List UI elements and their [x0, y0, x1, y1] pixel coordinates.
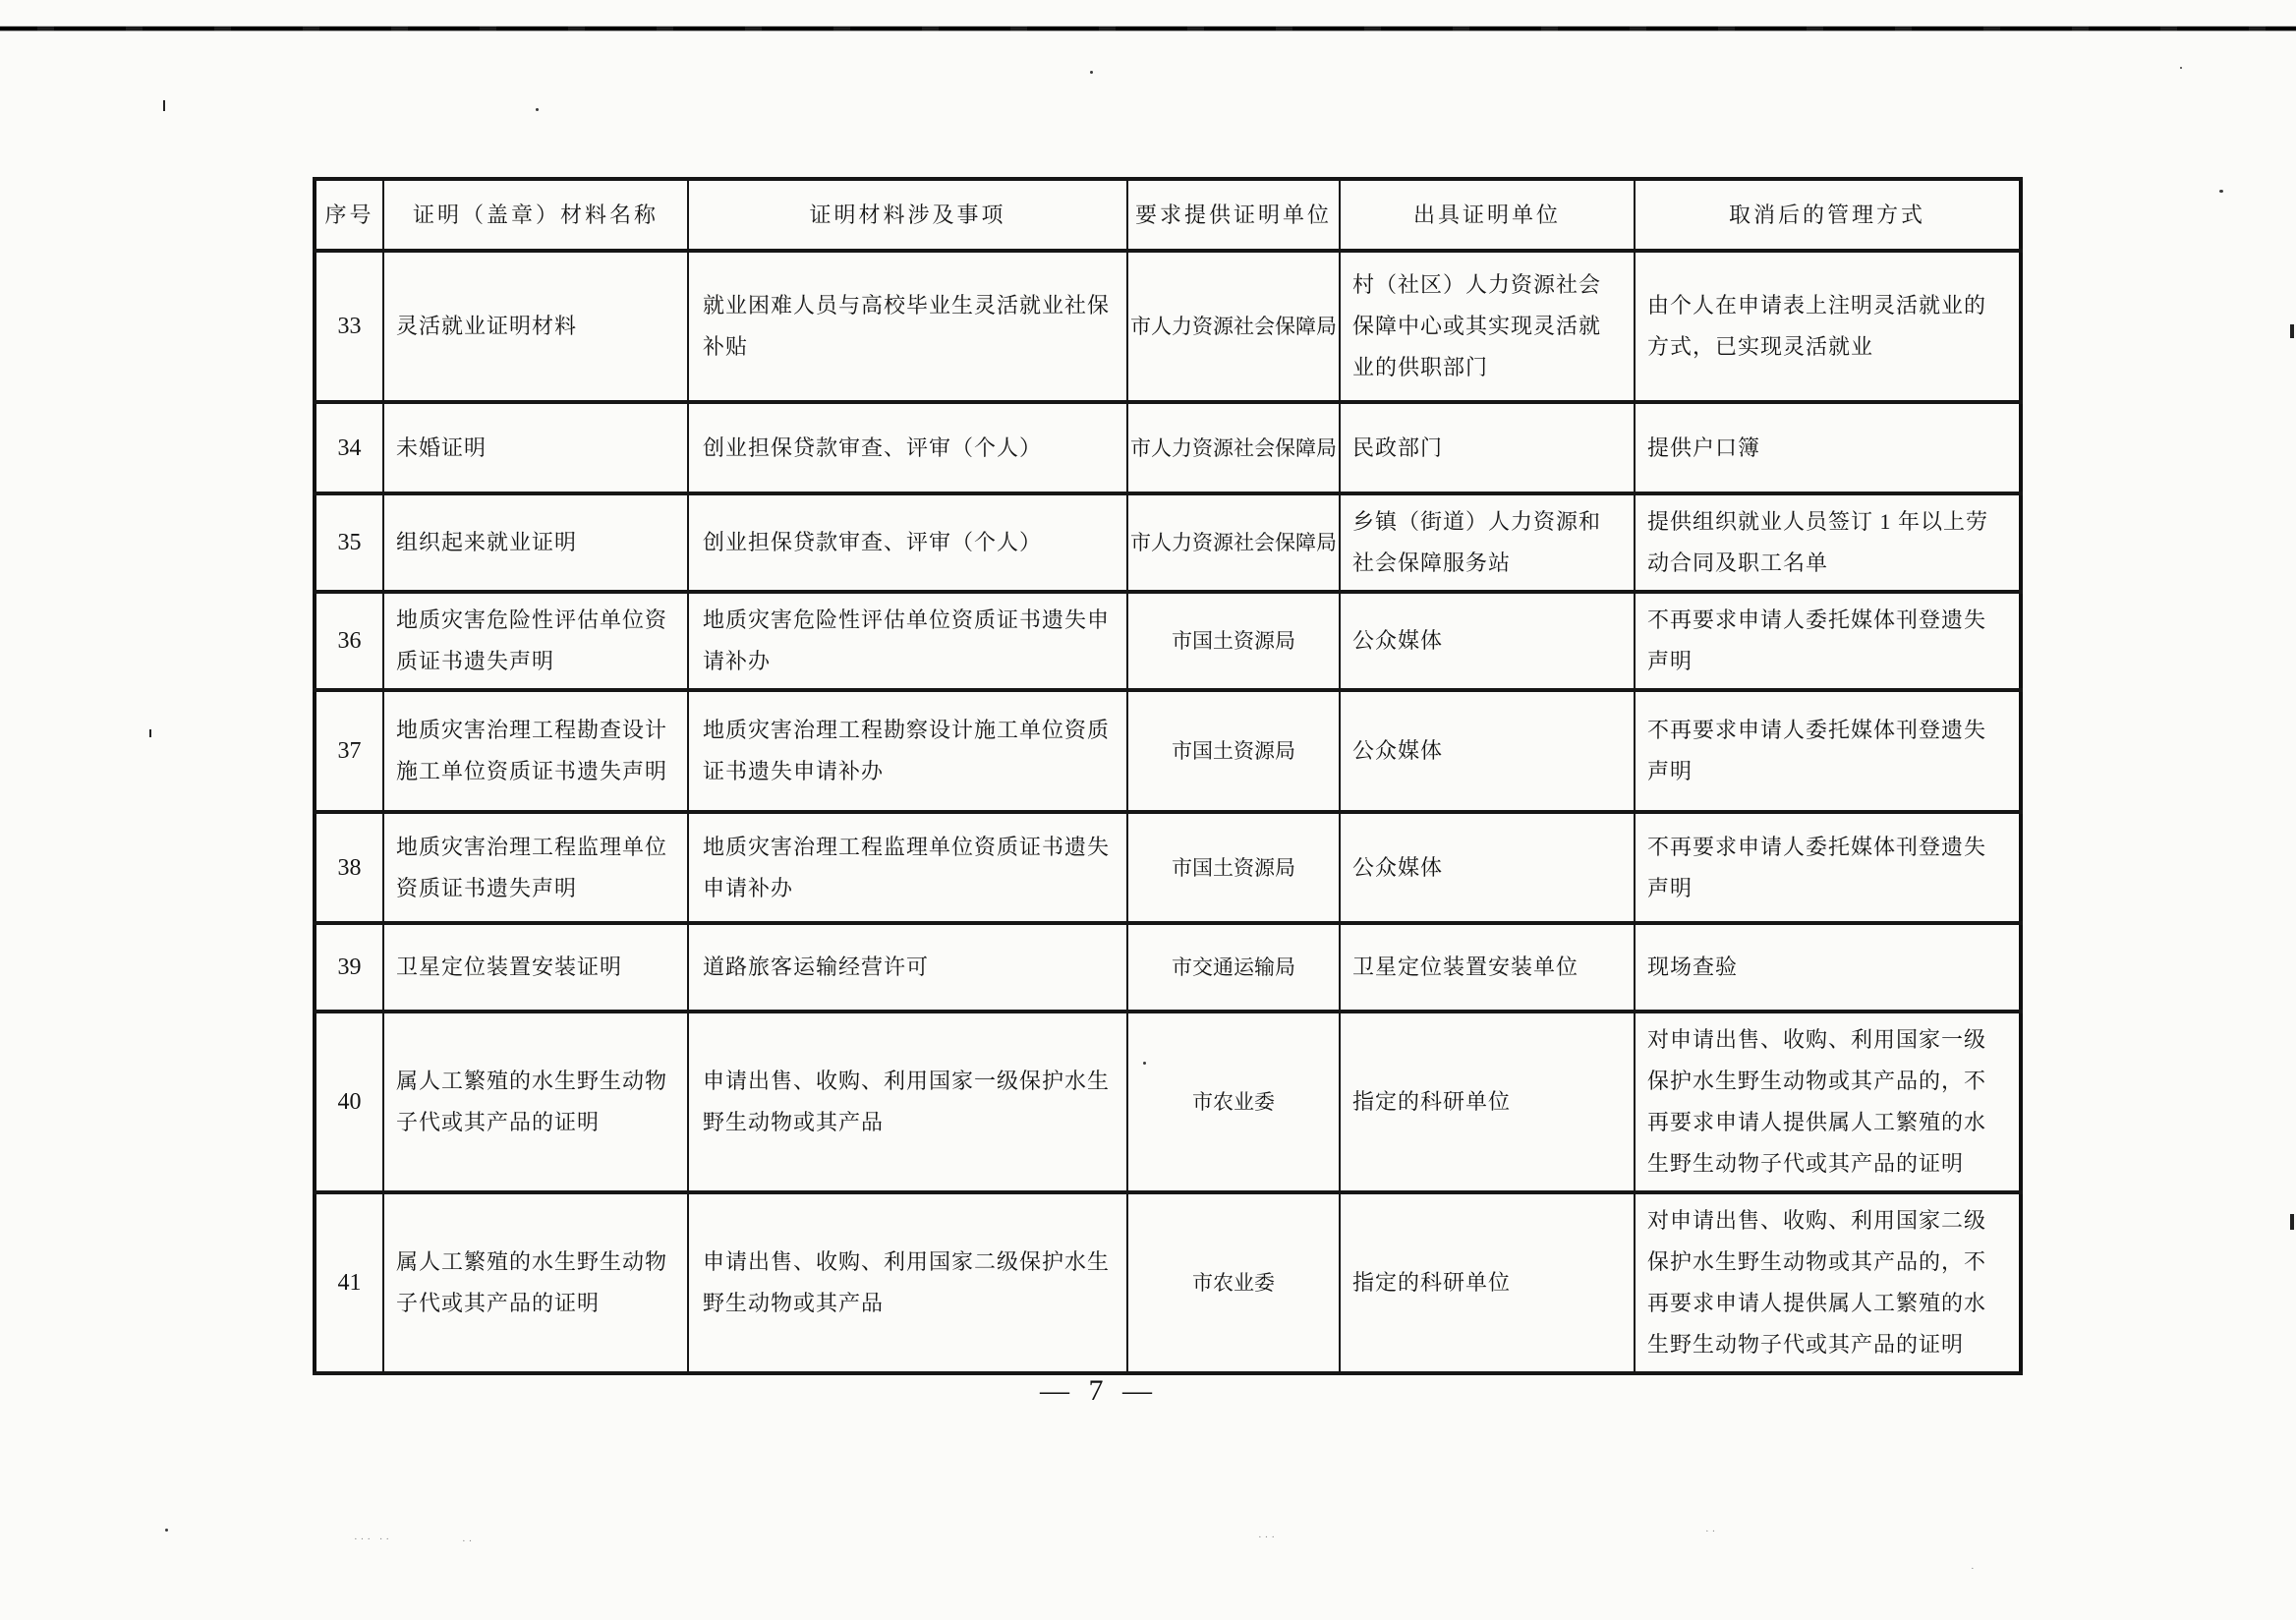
- table-row: [315, 690, 2021, 812]
- row-issue-unit: 村（社区）人力资源社会保障中心或其实现灵活就业的供职部门: [1340, 251, 1635, 402]
- row-matter: 申请出售、收购、利用国家二级保护水生野生动物或其产品: [688, 1192, 1127, 1373]
- row-material-name: 属人工繁殖的水生野生动物子代或其产品的证明: [383, 1012, 688, 1192]
- row-seq-no: 34: [315, 402, 383, 493]
- header-seq-no: 序号: [315, 179, 383, 251]
- row-require-unit: 市国土资源局: [1127, 812, 1340, 923]
- row-issue-unit: 乡镇（街道）人力资源和社会保障服务站: [1340, 493, 1635, 592]
- table-row: [315, 592, 2021, 690]
- scan-speck: [1090, 71, 1093, 74]
- header-management-method: 取消后的管理方式: [1635, 179, 2021, 251]
- row-seq-no: 41: [315, 1192, 383, 1373]
- table-body: [315, 251, 2021, 1373]
- table-header: [315, 179, 2021, 251]
- header-row: [315, 179, 2021, 251]
- scan-noise: ··: [462, 1535, 476, 1547]
- row-require-unit: 市农业委: [1127, 1192, 1340, 1373]
- row-material-name: 灵活就业证明材料: [383, 251, 688, 402]
- scan-speck: [149, 729, 151, 737]
- row-management-method: 由个人在申请表上注明灵活就业的方式，已实现灵活就业: [1635, 251, 2021, 402]
- row-management-method: 对申请出售、收购、利用国家二级保护水生野生动物或其产品的，不再要求申请人提供属人工繁殖的水生野生动物子代或其产品的证明: [1635, 1192, 2021, 1373]
- header-matter: 证明材料涉及事项: [688, 179, 1127, 251]
- row-matter: 申请出售、收购、利用国家一级保护水生野生动物或其产品: [688, 1012, 1127, 1192]
- scan-speck: [165, 1529, 168, 1532]
- row-require-unit: 市国土资源局: [1127, 690, 1340, 812]
- row-matter: 就业困难人员与高校毕业生灵活就业社保补贴: [688, 251, 1127, 402]
- row-material-name: 卫星定位装置安装证明: [383, 923, 688, 1012]
- scan-speck: [2219, 190, 2223, 193]
- row-management-method: 提供组织就业人员签订 1 年以上劳动合同及职工名单: [1635, 493, 2021, 592]
- scan-speck: [536, 108, 539, 111]
- certificate-cancellation-table: [313, 177, 2023, 1375]
- row-seq-no: 37: [315, 690, 383, 812]
- row-seq-no: 38: [315, 812, 383, 923]
- row-management-method: 现场查验: [1635, 923, 2021, 1012]
- header-require-unit: 要求提供证明单位: [1127, 179, 1340, 251]
- scan-noise: ·: [1971, 1563, 1978, 1575]
- row-matter: 地质灾害治理工程监理单位资质证书遗失申请补办: [688, 812, 1127, 923]
- row-material-name: 组织起来就业证明: [383, 493, 688, 592]
- row-matter: 地质灾害治理工程勘察设计施工单位资质证书遗失申请补办: [688, 690, 1127, 812]
- row-issue-unit: 公众媒体: [1340, 592, 1635, 690]
- row-require-unit: 市人力资源社会保障局: [1127, 251, 1340, 402]
- row-seq-no: 36: [315, 592, 383, 690]
- row-material-name: 地质灾害治理工程监理单位资质证书遗失声明: [383, 812, 688, 923]
- row-require-unit: 市国土资源局: [1127, 592, 1340, 690]
- row-seq-no: 35: [315, 493, 383, 592]
- row-require-unit: 市人力资源社会保障局: [1127, 493, 1340, 592]
- scan-noise: ··· ··: [354, 1533, 393, 1545]
- scan-artifact-top-line: [0, 27, 2296, 30]
- header-material-name: 证明（盖章）材料名称: [383, 179, 688, 251]
- header-issue-unit: 出具证明单位: [1340, 179, 1635, 251]
- table-row: [315, 493, 2021, 592]
- row-management-method: 不再要求申请人委托媒体刊登遗失声明: [1635, 812, 2021, 923]
- row-material-name: 未婚证明: [383, 402, 688, 493]
- row-management-method: 对申请出售、收购、利用国家一级保护水生野生动物或其产品的，不再要求申请人提供属人工繁殖的水生野生动物子代或其产品的证明: [1635, 1012, 2021, 1192]
- table-row: [315, 923, 2021, 1012]
- table-row: [315, 251, 2021, 402]
- row-matter: 创业担保贷款审查、评审（个人）: [688, 402, 1127, 493]
- row-seq-no: 40: [315, 1012, 383, 1192]
- row-matter: 道路旅客运输经营许可: [688, 923, 1127, 1012]
- row-management-method: 提供户口簿: [1635, 402, 2021, 493]
- table-row: [315, 1192, 2021, 1373]
- row-material-name: 地质灾害危险性评估单位资质证书遗失声明: [383, 592, 688, 690]
- table-row: [315, 1012, 2021, 1192]
- row-material-name: 属人工繁殖的水生野生动物子代或其产品的证明: [383, 1192, 688, 1373]
- scan-noise: ···: [1258, 1532, 1278, 1543]
- row-seq-no: 39: [315, 923, 383, 1012]
- row-issue-unit: 公众媒体: [1340, 812, 1635, 923]
- row-require-unit: 市人力资源社会保障局: [1127, 402, 1340, 493]
- row-management-method: 不再要求申请人委托媒体刊登遗失声明: [1635, 690, 2021, 812]
- scan-speck: [163, 100, 165, 111]
- table-row: [315, 402, 2021, 493]
- row-issue-unit: 指定的科研单位: [1340, 1192, 1635, 1373]
- row-require-unit: 市交通运输局: [1127, 923, 1340, 1012]
- row-matter: 地质灾害危险性评估单位资质证书遗失申请补办: [688, 592, 1127, 690]
- scan-noise: ··: [1705, 1526, 1719, 1537]
- row-issue-unit: 指定的科研单位: [1340, 1012, 1635, 1192]
- row-require-unit: 市农业委: [1127, 1012, 1340, 1192]
- scan-speck: [2290, 324, 2294, 338]
- row-management-method: 不再要求申请人委托媒体刊登遗失声明: [1635, 592, 2021, 690]
- row-issue-unit: 民政部门: [1340, 402, 1635, 493]
- row-issue-unit: 卫星定位装置安装单位: [1340, 923, 1635, 1012]
- scan-speck: [2180, 67, 2182, 69]
- table-row: [315, 812, 2021, 923]
- scan-speck: [2290, 1214, 2294, 1230]
- row-matter: 创业担保贷款审查、评审（个人）: [688, 493, 1127, 592]
- row-material-name: 地质灾害治理工程勘查设计施工单位资质证书遗失声明: [383, 690, 688, 812]
- row-seq-no: 33: [315, 251, 383, 402]
- row-issue-unit: 公众媒体: [1340, 690, 1635, 812]
- page-number: — 7 —: [1040, 1374, 1158, 1407]
